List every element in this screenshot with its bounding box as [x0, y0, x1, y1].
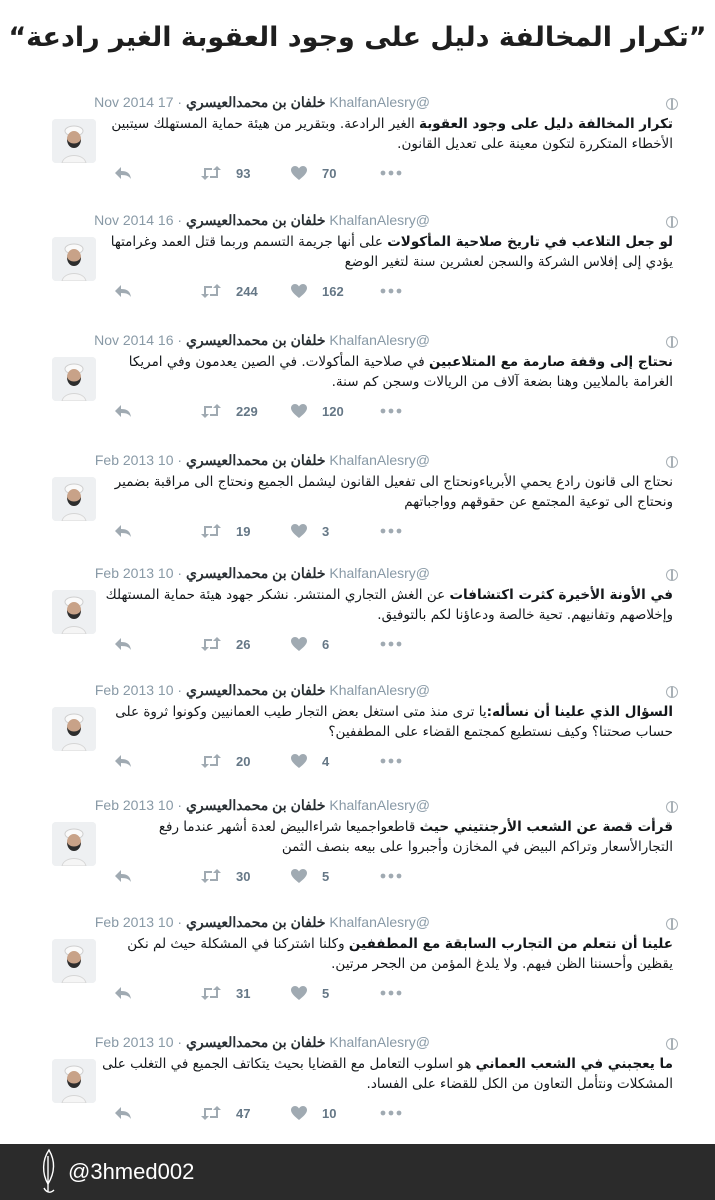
separator-dot: ·: [173, 682, 183, 698]
more-button[interactable]: [380, 1102, 402, 1124]
like-count: 5: [322, 868, 330, 884]
tweet-text: [93, 352, 673, 392]
reply-icon: [114, 753, 132, 769]
like-button[interactable]: [290, 750, 329, 772]
tweet-text-rest: الغير الرادعة. وبتقرير من هيئة حماية المستهلك سيتبين الأخطاء المتكررة لتكون معينة على تعديل القانون.: [111, 116, 673, 152]
tweet-actions: [110, 750, 410, 772]
like-button[interactable]: [290, 865, 329, 887]
tweet-header: [94, 92, 430, 112]
tweet-text-rest: عن الغش التجاري المنتشر. نشكر جهود هيئة حماية المستهلك وإخلاصهم وتفانيهم. تحية خالصة ودعاؤنا لكم بالتوفيق.: [105, 587, 673, 623]
more-dots-icon: [380, 170, 402, 176]
retweet-count: 30: [236, 868, 251, 884]
retweet-count: 31: [236, 985, 251, 1001]
globe-icon: [666, 569, 678, 581]
tweet-date[interactable]: 10 Feb 2013: [94, 565, 174, 581]
retweet-icon: [200, 636, 222, 652]
like-count: 10: [322, 1105, 337, 1121]
globe-icon: [666, 456, 678, 468]
more-button[interactable]: [380, 865, 402, 887]
tweet-author-name[interactable]: خلفان بن محمدالعيسري: [185, 1034, 326, 1050]
tweet-card[interactable]: [0, 1032, 715, 1149]
more-dots-icon: [380, 990, 402, 996]
tweet-text-rest: نحتاج الى قانون رادع يحمي الأبرياءونحتاج الى تفعيل القانون ليشمل الجميع ونحتاج الى مراقبة بضمير ونحتاج الى توعية المجتمع عن حقوقهم وواجباتهم: [114, 474, 673, 510]
tweet-handle[interactable]: @KhalfanAlesry: [329, 565, 430, 581]
avatar[interactable]: [52, 237, 96, 281]
more-button[interactable]: [380, 400, 402, 422]
tweet-author-name[interactable]: خلفان بن محمدالعيسري: [185, 682, 326, 698]
tweet-actions: [110, 982, 410, 1004]
reply-icon: [114, 868, 132, 884]
separator-dot: ·: [173, 797, 183, 813]
tweet-text-rest: وكلنا اشتركنا في المشكلة حيث لم نكن يقظين وأحسننا الظن فيهم. ولا يلدغ المؤمن من الجحر مرتين.: [127, 936, 673, 972]
reply-icon: [114, 636, 132, 652]
like-count: 120: [322, 403, 344, 419]
retweet-count: 244: [236, 283, 258, 299]
like-button[interactable]: [290, 1102, 336, 1124]
retweet-button[interactable]: [200, 162, 250, 184]
tweet-text: [93, 114, 673, 154]
globe-icon: [666, 801, 678, 813]
tweet-text-bold: علينا أن نتعلم من التجارب السابقة مع المطففين: [348, 936, 673, 952]
globe-icon: [666, 98, 678, 110]
tweet-header: [95, 1032, 430, 1052]
tweet-date[interactable]: 17 Nov 2014: [94, 94, 174, 110]
separator-dot: ·: [173, 565, 183, 581]
retweet-button[interactable]: [200, 982, 250, 1004]
reply-button[interactable]: [114, 280, 132, 302]
globe-icon: [666, 336, 678, 348]
more-dots-icon: [380, 408, 402, 414]
more-dots-icon: [380, 1110, 402, 1116]
reply-icon: [114, 403, 132, 419]
tweet-author-name[interactable]: خلفان بن محمدالعيسري: [185, 332, 326, 348]
retweet-button[interactable]: [200, 633, 250, 655]
tweet-handle[interactable]: @KhalfanAlesry: [329, 212, 430, 228]
tweet-header: [94, 330, 430, 350]
retweet-button[interactable]: [200, 1102, 250, 1124]
more-button[interactable]: [380, 750, 402, 772]
reply-button[interactable]: [114, 162, 132, 184]
globe-icon: [666, 918, 678, 930]
avatar[interactable]: [52, 1059, 96, 1103]
tweet-date[interactable]: 10 Feb 2013: [94, 1034, 174, 1050]
tweet-card[interactable]: [0, 795, 715, 912]
tweet-author-name[interactable]: خلفان بن محمدالعيسري: [185, 914, 326, 930]
tweet-text: [93, 1054, 673, 1094]
retweet-icon: [200, 165, 222, 181]
more-button[interactable]: [380, 280, 402, 302]
retweet-button[interactable]: [200, 280, 258, 302]
globe-icon: [666, 216, 678, 228]
retweet-icon: [200, 985, 222, 1001]
separator-dot: ·: [173, 94, 183, 110]
tweet-text: [93, 472, 673, 512]
tweet-date[interactable]: 10 Feb 2013: [94, 797, 174, 813]
tweet-card[interactable]: [0, 450, 715, 567]
tweet-author-name[interactable]: خلفان بن محمدالعيسري: [185, 452, 326, 468]
avatar[interactable]: [52, 707, 96, 751]
retweet-icon: [200, 523, 222, 539]
like-count: 70: [322, 165, 337, 181]
more-dots-icon: [380, 528, 402, 534]
tweet-date[interactable]: 10 Feb 2013: [94, 914, 174, 930]
tweet-handle[interactable]: @KhalfanAlesry: [329, 914, 430, 930]
heart-icon: [290, 985, 308, 1001]
reply-button[interactable]: [114, 865, 132, 887]
tweet-handle[interactable]: @KhalfanAlesry: [329, 332, 430, 348]
tweet-author-name[interactable]: خلفان بن محمدالعيسري: [185, 797, 326, 813]
globe-icon: [666, 1038, 678, 1050]
separator-dot: ·: [173, 212, 183, 228]
tweet-text-bold: تكرار المخالفة دليل على وجود العقوبة: [419, 116, 673, 132]
tweet-date[interactable]: 10 Feb 2013: [94, 452, 174, 468]
retweet-icon: [200, 1105, 222, 1121]
avatar[interactable]: [52, 939, 96, 983]
separator-dot: ·: [173, 332, 183, 348]
retweet-button[interactable]: [200, 520, 250, 542]
tweet-text-bold: قرأت قصة عن الشعب الأرجنتيني حيث: [419, 819, 673, 835]
reply-icon: [114, 1105, 132, 1121]
tweet-date[interactable]: 10 Feb 2013: [94, 682, 174, 698]
tweet-author-name[interactable]: خلفان بن محمدالعيسري: [185, 212, 326, 228]
retweet-icon: [200, 753, 222, 769]
heart-icon: [290, 1105, 308, 1121]
reply-button[interactable]: [114, 1102, 132, 1124]
retweet-icon: [200, 283, 222, 299]
reply-icon: [114, 985, 132, 1001]
heart-icon: [290, 523, 308, 539]
tweet-header: [95, 680, 430, 700]
heart-icon: [290, 165, 308, 181]
retweet-count: 19: [236, 523, 251, 539]
more-button[interactable]: [380, 633, 402, 655]
tweet-handle[interactable]: @KhalfanAlesry: [329, 682, 430, 698]
tweet-actions: [110, 633, 410, 655]
heart-icon: [290, 753, 308, 769]
like-count: 6: [322, 636, 330, 652]
more-button[interactable]: [380, 520, 402, 542]
tweet-header: [94, 210, 430, 230]
retweet-icon: [200, 868, 222, 884]
tweet-handle[interactable]: @KhalfanAlesry: [329, 797, 430, 813]
tweet-text: [93, 585, 673, 625]
reply-icon: [114, 165, 132, 181]
tweet-text-rest: يا ترى منذ متى استغل بعض التجار طيب العمانيين وكونوا ثروة على حساب صحتنا؟ وكيف نستطيع كمجتمع القضاء على المطففين؟: [115, 704, 673, 740]
tweet-header: [95, 563, 430, 583]
separator-dot: ·: [173, 452, 183, 468]
like-count: 5: [322, 985, 330, 1001]
tweet-author-name[interactable]: خلفان بن محمدالعيسري: [185, 565, 326, 581]
heart-icon: [290, 283, 308, 299]
retweet-count: 93: [236, 165, 251, 181]
tweet-text-rest: في صلاحية المأكولات. في الصين يعدمون وفي امريكا الغرامة بالملايين وهنا بضعة آلاف من الريالات وسجن كم سنة.: [128, 354, 673, 390]
reply-button[interactable]: [114, 520, 132, 542]
like-button[interactable]: [290, 633, 329, 655]
like-count: 162: [322, 283, 344, 299]
like-button[interactable]: [290, 982, 329, 1004]
retweet-count: 26: [236, 636, 251, 652]
tweet-text: [93, 817, 673, 857]
retweet-button[interactable]: [200, 750, 250, 772]
feather-logo-icon: [36, 1148, 62, 1196]
reply-button[interactable]: [114, 982, 132, 1004]
reply-button[interactable]: [114, 750, 132, 772]
more-button[interactable]: [380, 162, 402, 184]
tweet-card[interactable]: [0, 563, 715, 680]
tweet-date[interactable]: 16 Nov 2014: [94, 212, 174, 228]
tweet-text-bold: ما يعجبني في الشعب العماني: [475, 1056, 673, 1072]
like-button[interactable]: [290, 400, 344, 422]
tweet-author-name[interactable]: خلفان بن محمدالعيسري: [185, 94, 326, 110]
retweet-count: 20: [236, 753, 251, 769]
retweet-icon: [200, 403, 222, 419]
tweet-text: [93, 232, 673, 272]
more-dots-icon: [380, 758, 402, 764]
like-count: 3: [322, 523, 330, 539]
tweet-text-bold: لو جعل التلاعب في تاريخ صلاحية المأكولات: [387, 234, 673, 250]
reply-button[interactable]: [114, 400, 132, 422]
tweet-actions: [110, 865, 410, 887]
tweet-actions: [110, 162, 410, 184]
reply-button[interactable]: [114, 633, 132, 655]
tweet-actions: [110, 280, 410, 302]
footer-bar: [0, 1144, 715, 1200]
tweet-text-bold: في الأونة الأخيرة كثرت اكتشافات: [449, 587, 673, 603]
retweet-count: 229: [236, 403, 258, 419]
tweet-card[interactable]: [0, 92, 715, 209]
tweet-header: [95, 912, 430, 932]
tweet-text-rest: على أنها جريمة التسمم وربما قتل العمد وغرامتها يؤدي إلى إفلاس الشركة والسجن لعشرين سنة لتغير الوضع: [110, 234, 673, 270]
like-button[interactable]: [290, 162, 336, 184]
separator-dot: ·: [173, 914, 183, 930]
tweet-actions: [110, 1102, 410, 1124]
tweet-actions: [110, 520, 410, 542]
reply-icon: [114, 283, 132, 299]
tweet-date[interactable]: 16 Nov 2014: [94, 332, 174, 348]
tweet-header: [95, 795, 430, 815]
tweet-text-bold: نحتاج إلى وقفة صارمة مع المتلاعبين: [428, 354, 673, 370]
heart-icon: [290, 636, 308, 652]
avatar[interactable]: [52, 590, 96, 634]
more-dots-icon: [380, 873, 402, 879]
heart-icon: [290, 403, 308, 419]
more-button[interactable]: [380, 982, 402, 1004]
tweet-text-bold: السؤال الذي علينا أن نسأله:: [486, 704, 673, 720]
tweet-text: [93, 702, 673, 742]
tweet-header: [95, 450, 430, 470]
more-dots-icon: [380, 288, 402, 294]
separator-dot: ·: [173, 1034, 183, 1050]
tweet-card[interactable]: [0, 210, 715, 327]
tweet-text: [93, 934, 673, 974]
like-count: 4: [322, 753, 330, 769]
avatar[interactable]: [52, 357, 96, 401]
like-button[interactable]: [290, 520, 329, 542]
more-dots-icon: [380, 641, 402, 647]
avatar[interactable]: [52, 119, 96, 163]
retweet-button[interactable]: [200, 400, 258, 422]
avatar[interactable]: [52, 477, 96, 521]
retweet-count: 47: [236, 1105, 251, 1121]
heart-icon: [290, 868, 308, 884]
tweet-handle[interactable]: @KhalfanAlesry: [329, 1034, 430, 1050]
tweet-handle[interactable]: @KhalfanAlesry: [329, 94, 430, 110]
retweet-button[interactable]: [200, 865, 250, 887]
tweet-card[interactable]: [0, 680, 715, 797]
page-title: ”تكرار المخالفة دليل على وجود العقوبة الغير رادعة“: [8, 22, 707, 53]
tweet-text-rest: قاطعواجميعا شراءالبيض لعدة أشهر عندما رفع التجارالأسعار وتراكم البيض في المخازن وأجبروا على بيعه بنصف الثمن: [158, 819, 673, 855]
globe-icon: [666, 686, 678, 698]
tweet-card[interactable]: [0, 912, 715, 1029]
like-button[interactable]: [290, 280, 344, 302]
footer-handle[interactable]: @3hmed002: [68, 1159, 195, 1184]
tweet-actions: [110, 400, 410, 422]
tweet-card[interactable]: [0, 330, 715, 447]
avatar[interactable]: [52, 822, 96, 866]
tweet-handle[interactable]: @KhalfanAlesry: [329, 452, 430, 468]
reply-icon: [114, 523, 132, 539]
tweet-text-rest: هو اسلوب التعامل مع القضايا بحيث يتكاتف الجميع في التغلب على المشكلات ونتأمل التعاون من الكل للقضاء على الفساد.: [102, 1056, 673, 1092]
